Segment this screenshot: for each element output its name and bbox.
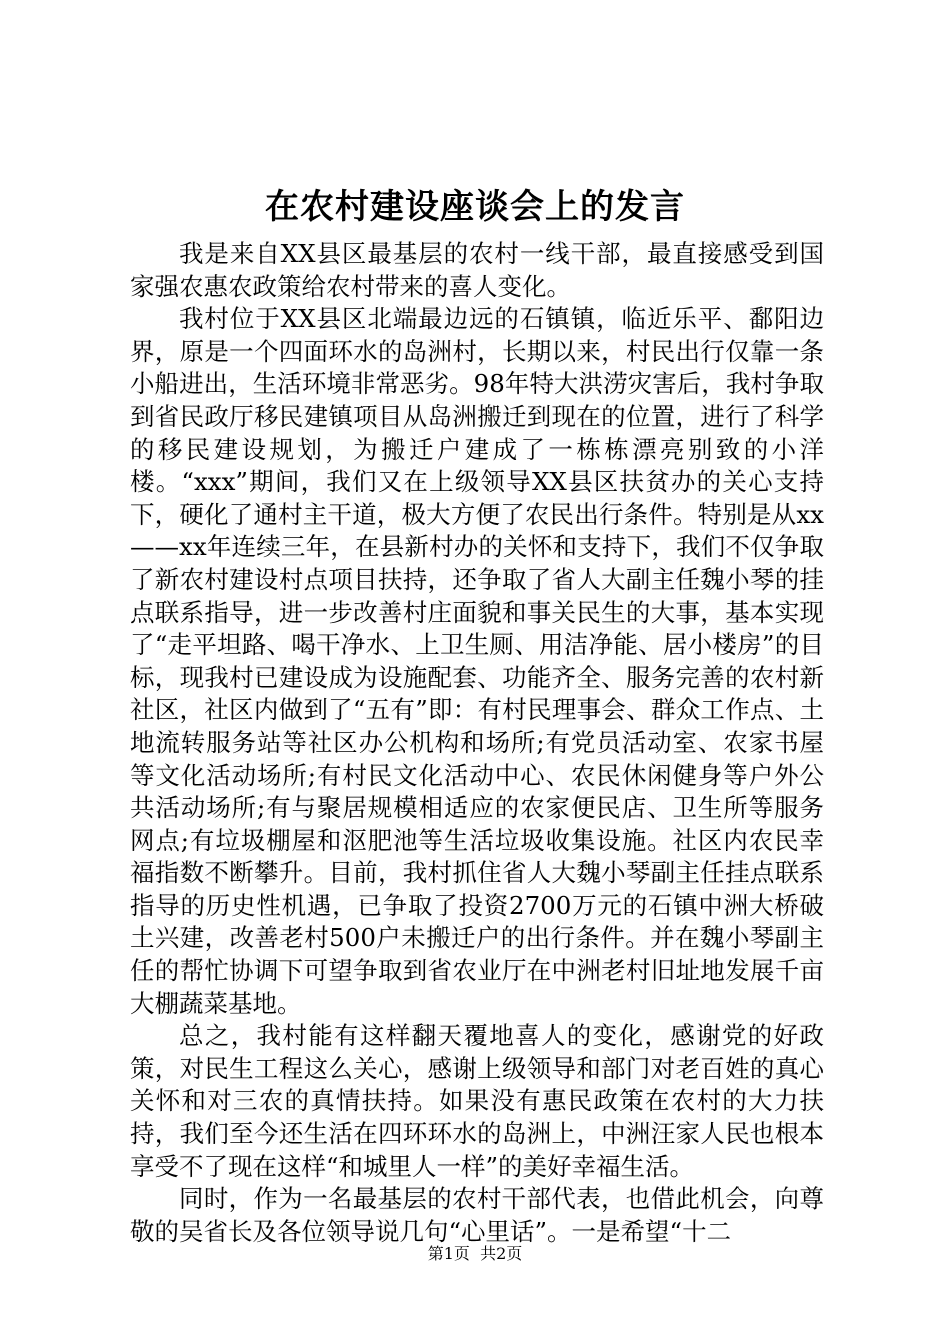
paragraph: 同时，作为一名最基层的农村干部代表，也借此机会，向尊敬的吴省长及各位领导说几句“心里话”。一是希望“十二 <box>130 1184 824 1246</box>
paragraph: 我是来自XX县区最基层的农村一线干部，最直接感受到国家强农惠农政策给农村带来的喜人变化。 <box>130 239 824 301</box>
page-title: 在农村建设座谈会上的发言 <box>265 187 685 227</box>
page-footer <box>0 1244 950 1264</box>
document-body <box>130 238 824 1248</box>
page-number-label: 第1页 共2页 <box>427 1244 523 1263</box>
paragraph: 总之，我村能有这样翻天覆地喜人的变化，感谢党的好政策，对民生工程这么关心，感谢上级领导和部门对老百姓的真心关怀和对三农的真情扶持。如果没有惠民政策在农村的大力扶持，我们至今还生活在四环环水的岛洲上，中洲汪家人民也根本享受不了现在这样“和城里人一样”的美好幸福生活。 <box>130 1021 824 1181</box>
paragraph: 我村位于XX县区北端最边远的石镇镇，临近乐平、鄱阳边界，原是一个四面环水的岛洲村，长期以来，村民出行仅靠一条小船进出，生活环境非常恶劣。98年特大洪涝灾害后，我村争取到省民政厅移民建镇项目从岛洲搬迁到现在的位置，进行了科学的移民建设规划，为搬迁户建成了一栋栋漂亮别致的小洋楼。“xxx”期间，我们又在上级领导XX县区扶贫办的关心支持下，硬化了通村主干道，极大方便了农民出行条件。特别是从xx——xx年连续三年，在县新村办的关怀和支持下，我们不仅争取了新农村建设村点项目扶持，还争取了省人大副主任魏小琴的挂点联系指导，进一步改善村庄面貌和事关民生的大事，基本实现了“走平坦路、喝干净水、上卫生厕、用洁净能、居小楼房”的目标，现我村已建设成为设施配套、功能齐全、服务完善的农村新社区，社区内做到了“五有”即：有村民理事会、群众工作点、土地流转服务站等社区办公机构和场所;有党员活动室、农家书屋等文化活动场所;有村民文化活动中心、农民休闲健身等户外公共活动场所;有与聚居规模相适应的农家便民店、卫生所等服务网点;有垃圾棚屋和沤肥池等生活垃圾收集设施。社区内农民幸福指数不断攀升。目前，我村抓住省人大魏小琴副主任挂点联系指导的历史性机遇，已争取了投资2700万元的石镇中洲大桥破土兴建，改善老村500户未搬迁户的出行条件。并在魏小琴副主任的帮忙协调下可望争取到省农业厅在中洲老村旧址地发展千亩大棚蔬菜基地。 <box>130 304 824 1018</box>
